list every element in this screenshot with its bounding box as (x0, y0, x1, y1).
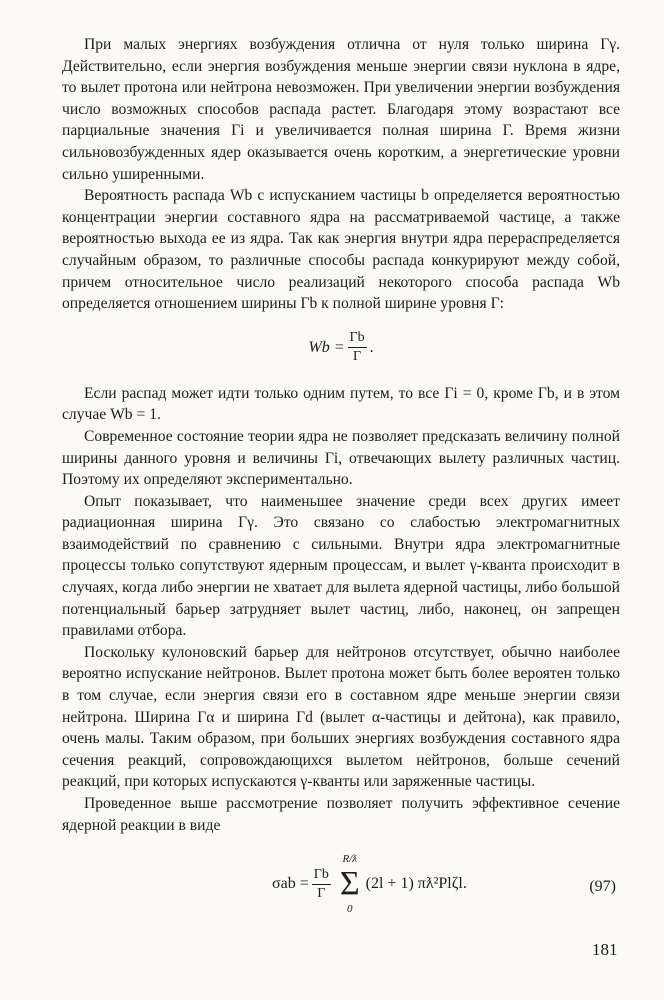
sum-lower-limit: 0 (346, 903, 353, 916)
paragraph-2: Вероятность распада Wb с испусканием частицы b определяется вероятностью концентрации энергии составного ядра на рассматриваемой частице, а также вероятностью выхода ее из ядра. Так как энергия внутри ядра перераспределяется случайным образом, то различные способы распада конкурируют между собой, причем относительное число реализаций некоторого способа распада Wb определяется отношением ширины Γb к полной ширине уровня Γ: (62, 187, 620, 313)
formula-97-lhs: σab = (272, 875, 309, 893)
paragraph-5: Опыт показывает, что наименьшее значение среди всех других имеет радиационная ширина Γγ. Это связано со слабостью электромагнитных взаимодействий по сравнению с сильными. Внутри ядра электромагнитные процессы только сопутствуют ядерным процессам, и вылет γ-кванта происходит в случаях, когда либо энергии не хватает для вылета ядерной частицы, либо большой потенциальный барьер затрудняет вылет частиц, либо, наконец, он запрещен правилами отбора. (62, 492, 620, 640)
paragraph-1: При малых энергиях возбуждения отлична от нуля только ширина Γγ. Действительно, если энергия возбуждения меньше энергии связи нуклона в ядре, то вылет протона или нейтрона невозможен. При увеличении энергии возбуждения число возможных способов распада растет. Благодаря этому возрастают все парциальные значения Γi и увеличивается полная ширина Γ. Время жизни сильновозбужденных ядер оказывается очень коротким, а энергетические уровни сильно уширенными. (62, 36, 620, 183)
summation (340, 852, 360, 916)
formula-97-fraction (312, 867, 331, 902)
paragraph-3: Если распад может идти только одним путем, то все Γi = 0, кроме Γb, и в этом случае Wb = 1. (62, 384, 620, 424)
formula-97-numerator: Γb (312, 867, 331, 885)
paragraph-4: Современное состояние теории ядра не позволяет предсказать величину полной ширины данного уровня и величины Γi, отвечающих вылету различных частиц. Поэтому их определяют экспериментально. (62, 427, 620, 489)
formula-97 (62, 842, 620, 934)
paragraph-6: Поскольку кулоновский барьер для нейтронов отсутствует, обычно наиболее вероятно испускание нейтронов. Вылет протона может быть более вероятен только в том случае, если энергия связи его в составном ядре меньше энергии связи нейтрона. Ширина Γα и ширина Γd (вылет α-частицы и дейтона), как правило, очень малы. Таким образом, при больших энергиях возбуждения составного ядра сечения реакций, сопровождающихся вылетом нейтронов, больше сечений реакций, при которых испускаются γ-кванты или заряженные частицы. (62, 643, 620, 791)
formula-97-body: (2l + 1) πƛ²Plζl. (365, 875, 467, 893)
formula-wb-period: . (369, 338, 374, 356)
page-number: 181 (592, 940, 618, 959)
formula-97-expression (272, 852, 467, 916)
page-body (62, 34, 620, 934)
formula-wb-numerator: Γb (348, 330, 367, 348)
formula-wb-denominator: Γ (353, 349, 362, 365)
sigma-symbol: Σ (339, 865, 360, 903)
sum-upper-limit: R/ƛ (342, 853, 358, 866)
formula-wb-fraction (348, 330, 367, 365)
formula-wb-lhs: Wb = (308, 338, 345, 356)
paragraph-7: Проведенное выше рассмотрение позволяет получить эффективное сечение ядерной реакции в виде (62, 795, 620, 834)
formula-wb (62, 319, 620, 377)
formula-97-denominator: Γ (317, 885, 326, 901)
equation-number: (97) (589, 878, 616, 896)
